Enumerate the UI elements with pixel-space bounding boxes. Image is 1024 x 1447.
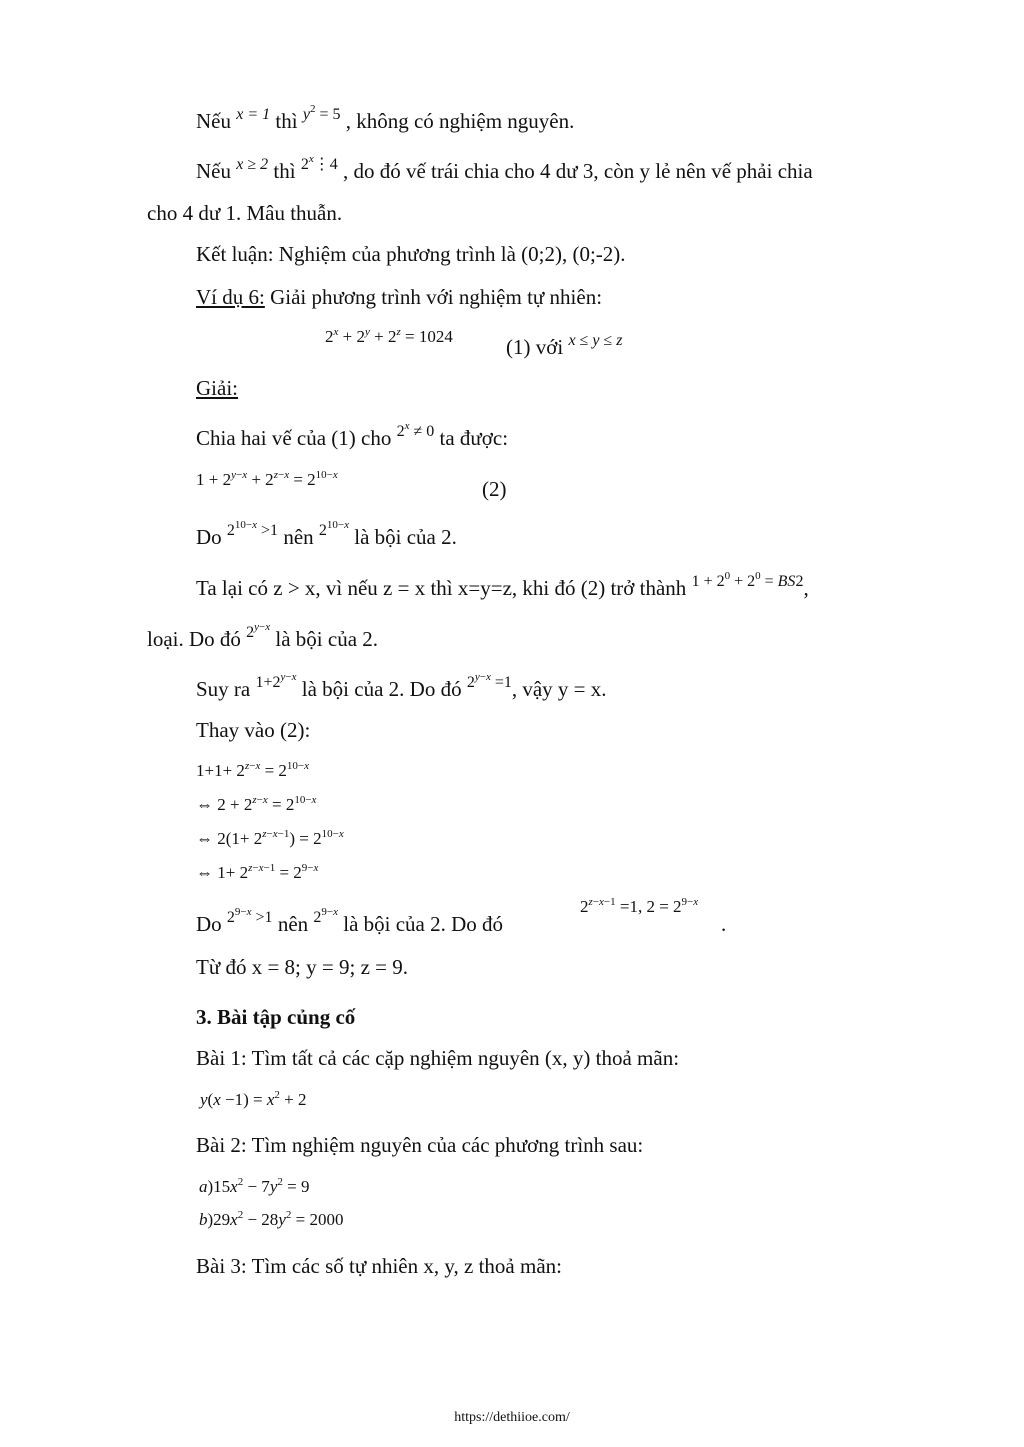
- line-z-gt-x: Ta lại có z > x, vì nếu z = x thì x=y=z, khi đó (2) trở thành $1 + 2^0 + 2^0 = BS2$,: [196, 570, 809, 600]
- derivation-line-2: ⇔ $2 + 2^{z-x} = 2^{10-x}$: [196, 794, 317, 814]
- equation-1-label: (1) với x ≤ y ≤ z: [506, 334, 622, 363]
- math-y2-eq-5: $y^2 = 5$: [302, 103, 341, 123]
- section-heading-3: 3. Bài tập củng cố: [196, 1005, 356, 1029]
- equation-1: $2^x + 2^y + 2^z = 1024$: [325, 326, 453, 346]
- line-contradiction: cho 4 dư 1. Mâu thuẫn.: [147, 201, 343, 225]
- line-suy-ra: Suy ra $1+2^{y-x}$ là bội của 2. Do đó $2^{y-x} =1$, vậy y = x.: [196, 671, 607, 701]
- exercise-3: Bài 3: Tìm các số tự nhiên x, y, z thoả mãn:: [196, 1254, 562, 1278]
- exercise-2-equation-b: $b)29x^2 - 28y^2 = 2000$: [199, 1209, 344, 1229]
- math-final-eq: $2^{z-x-1} =1$, $2 = 2^{9-x}$: [580, 896, 699, 916]
- equation-2-label: (2): [482, 477, 507, 501]
- derivation-line-4: ⇔ $1+ 2^{z-x-1} = 2^{9-x}$: [196, 862, 319, 882]
- text: thì: [275, 109, 298, 133]
- line-conclusion: Kết luận: Nghiệm của phương trình là (0;2), (0;-2).: [196, 242, 626, 266]
- math-2-y-x-eq-1: $2^{y-x} =1$: [466, 671, 512, 691]
- line-do-2: Do $2^{9-x} >1$ nên $2^{9-x}$ là bội của 2. Do đó: [196, 906, 504, 936]
- math-condition: x ≤ y ≤ z: [568, 332, 623, 349]
- line-thay-vao: Thay vào (2):: [196, 718, 311, 742]
- line-do-1: Do $2^{10-x} >1$ nên $2^{10-x}$ là bội của 2.: [196, 519, 457, 549]
- math-2-10-x-gt-1: $2^{10-x} >1$: [226, 519, 279, 539]
- text: Nếu: [196, 109, 231, 133]
- math-2-10-x: $2^{10-x}$: [318, 519, 349, 539]
- example-label: Ví dụ 6:: [196, 285, 265, 309]
- line-case-x2: [196, 153, 813, 187]
- math-1-plus-2-y-x: $1+2^{y-x}$: [255, 671, 297, 691]
- math-2-y-x: $2^{y-x}$: [246, 621, 271, 641]
- footer-url[interactable]: https://dethiioe.com/: [454, 1410, 570, 1425]
- exercise-1-equation: $y(x -1) = x^2 + 2$: [200, 1089, 307, 1109]
- math-bs2: $1 + 2^0 + 2^0 = BS2$: [691, 570, 804, 590]
- line-case-x1: [196, 103, 575, 137]
- math-2-9-x: $2^{9-x}$: [313, 906, 338, 926]
- math-x-ge-2: x ≥ 2: [236, 156, 269, 173]
- text: Giải phương trình với nghiệm tự nhiên:: [264, 285, 603, 309]
- example-6-heading: [196, 284, 602, 310]
- text: , không có nghiệm nguyên.: [345, 109, 575, 133]
- derivation-line-1: $1+1+ 2^{z-x} = 2^{10-x}$: [196, 760, 310, 780]
- text: , do đó vế trái chia cho 4 dư 3, còn y lẻ nên vế phải chia: [342, 159, 813, 183]
- line-divide: Chia hai vế của (1) cho $2^x \ne 0$ ta được:: [196, 420, 509, 450]
- line-loai: loại. Do đó $2^{y-x}$ là bội của 2.: [147, 621, 379, 651]
- math-2-9-x-gt-1: $2^{9-x} >1$: [226, 906, 273, 926]
- exercise-1: Bài 1: Tìm tất cả các cặp nghiệm nguyên (x, y) thoả mãn:: [196, 1046, 680, 1070]
- solution-heading: Giải:: [196, 376, 238, 400]
- exercise-2: Bài 2: Tìm nghiệm nguyên của các phương trình sau:: [196, 1133, 644, 1157]
- text: thì: [273, 159, 296, 183]
- math-2x-div-4: 2$^x$⋮4: [300, 153, 338, 173]
- math-x-eq-1: x = 1: [236, 106, 271, 123]
- line-do-2-end: .: [721, 912, 727, 936]
- exercise-2-equation-a: $a)15x^2 - 7y^2 = 9$: [199, 1176, 310, 1196]
- math-2x-ne-0: $2^x \ne 0$: [396, 420, 435, 440]
- line-result: Từ đó x = 8; y = 9; z = 9.: [196, 955, 408, 979]
- derivation-line-3: ⇔ $2(1+ 2^{z-x-1}) = 2^{10-x}$: [196, 828, 344, 848]
- text: Nếu: [196, 159, 231, 183]
- equation-2: $1 + 2^{y-x} + 2^{z-x} = 2^{10-x}$: [196, 469, 338, 489]
